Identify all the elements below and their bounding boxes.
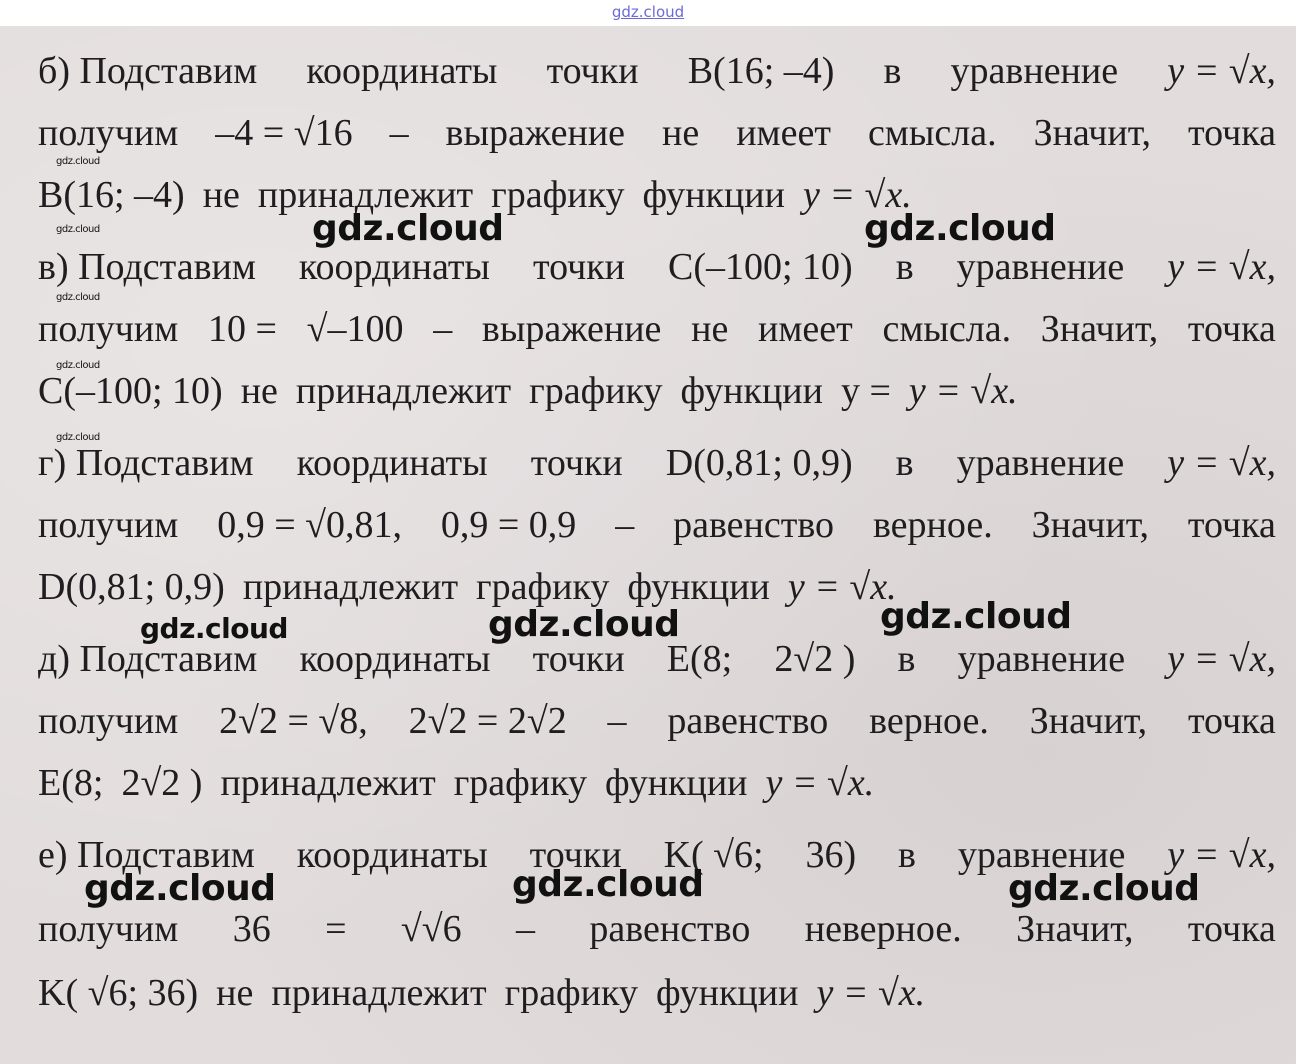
word: точка — [1187, 908, 1276, 950]
word: уравнение — [956, 442, 1125, 484]
word: в — [897, 638, 916, 680]
word: точки — [530, 442, 623, 484]
word: координаты — [296, 442, 488, 484]
word: уравнение — [950, 50, 1119, 92]
word: в — [897, 834, 916, 876]
text-line-b1 — [38, 44, 1276, 98]
math-expression: C(–100; 10) — [668, 246, 853, 288]
math-expression: C(–100; 10) — [38, 370, 223, 412]
word: получим — [38, 504, 179, 546]
word: в — [883, 50, 902, 92]
word: уравнение — [956, 246, 1125, 288]
word: не — [216, 972, 254, 1014]
text-line-b3 — [38, 168, 1276, 222]
word: точка — [1187, 700, 1276, 742]
word: верное. — [869, 700, 989, 742]
math-expression: y = √x, — [1167, 834, 1276, 876]
word: графику — [476, 566, 610, 608]
math-expression: y = √x. — [816, 972, 926, 1014]
word: функции — [605, 762, 748, 804]
math-expression: 36) — [805, 834, 857, 876]
math-expression: 10 = — [208, 308, 277, 350]
math-expression: E(8; — [38, 762, 104, 804]
word: – — [433, 308, 453, 350]
text-line-e2 — [38, 902, 1276, 956]
word: получим — [38, 908, 179, 950]
word: смысла. — [882, 308, 1012, 350]
word: не — [202, 174, 240, 216]
math-expression: 0,9 = 0,9 — [440, 504, 577, 546]
math-expression: K( √6; — [663, 834, 764, 876]
math-expression: 2√2 = 2√2 — [408, 700, 567, 742]
word: имеет — [758, 308, 853, 350]
math-expression: y = √x, — [1167, 246, 1276, 288]
math-expression: y = √x. — [787, 566, 897, 608]
math-expression: y = √x, — [1167, 442, 1276, 484]
word: точка — [1187, 308, 1276, 350]
word: у = — [840, 370, 891, 412]
word: графику — [453, 762, 588, 804]
word: выражение — [481, 308, 662, 350]
watermark-large: gdz.cloud — [1008, 868, 1200, 909]
math-expression: √√6 — [400, 908, 462, 950]
textbook-page — [0, 26, 1296, 1064]
watermark-small: gdz.cloud — [56, 432, 100, 443]
word: в — [895, 246, 914, 288]
word: в) Подставим — [38, 246, 256, 288]
word: имеет — [736, 112, 831, 154]
word: е) Подставим — [38, 834, 255, 876]
word: точки — [532, 638, 625, 680]
math-expression: K( √6; 36) — [38, 972, 199, 1014]
word: графику — [491, 174, 625, 216]
word: уравнение — [957, 834, 1126, 876]
word: точка — [1187, 112, 1276, 154]
watermark-large: gdz.cloud — [880, 596, 1072, 637]
watermark-large: gdz.cloud — [84, 868, 276, 909]
word: верное. — [872, 504, 993, 546]
watermark-large: gdz.cloud — [864, 208, 1056, 249]
word: принадлежит — [257, 174, 474, 216]
watermark-large: gdz.cloud — [512, 864, 704, 905]
word: функции — [680, 370, 823, 412]
watermark-small: gdz.cloud — [56, 224, 100, 235]
math-expression: B(16; –4) — [38, 174, 185, 216]
math-expression: –4 = √16 — [215, 112, 353, 154]
word: координаты — [306, 50, 498, 92]
math-expression: √–100 — [306, 308, 404, 350]
watermark-small: gdz.cloud — [56, 360, 100, 371]
text-line-v3 — [38, 364, 1276, 418]
word: функции — [627, 566, 770, 608]
text-line-g2 — [38, 498, 1276, 552]
word: координаты — [296, 834, 488, 876]
word: принадлежит — [220, 762, 436, 804]
word: – — [607, 700, 627, 742]
word: точки — [546, 50, 639, 92]
word: смысла. — [867, 112, 997, 154]
word: не — [662, 112, 700, 154]
math-expression: 2√2 = √8, — [219, 700, 368, 742]
math-expression: y = √x, — [1167, 638, 1276, 680]
word: координаты — [299, 638, 491, 680]
math-expression: E(8; — [666, 638, 733, 680]
word: точки — [532, 246, 625, 288]
word: функции — [655, 972, 799, 1014]
word: – — [516, 908, 536, 950]
word: б) Подставим — [38, 50, 258, 92]
watermark-small: gdz.cloud — [56, 292, 100, 303]
word: – — [615, 504, 635, 546]
watermark-large: gdz.cloud — [140, 612, 288, 645]
word: принадлежит — [271, 972, 487, 1014]
word: координаты — [298, 246, 490, 288]
math-expression: 36 — [232, 908, 271, 950]
math-expression: y = √x. — [908, 370, 1018, 412]
word: точки — [529, 834, 622, 876]
word: не — [240, 370, 278, 412]
word: в — [895, 442, 914, 484]
text-line-e3 — [38, 966, 1276, 1020]
word: Значит, — [1016, 908, 1134, 950]
math-expression: 2√2 ) — [121, 762, 203, 804]
math-expression: y = √x. — [802, 174, 912, 216]
text-line-v1 — [38, 240, 1276, 294]
word: – — [389, 112, 409, 154]
word: точка — [1187, 504, 1276, 546]
word: г) Подставим — [38, 442, 254, 484]
word: получим — [38, 112, 179, 154]
word: получим — [38, 308, 179, 350]
text-line-g1 — [38, 436, 1276, 490]
word: принадлежит — [242, 566, 459, 608]
math-expression: D(0,81; 0,9) — [38, 566, 225, 608]
word: Значит, — [1033, 112, 1151, 154]
word: Значит, — [1031, 504, 1150, 546]
word: принадлежит — [295, 370, 512, 412]
word: графику — [529, 370, 663, 412]
watermark-large: gdz.cloud — [488, 604, 680, 645]
text-line-b2 — [38, 106, 1276, 160]
math-expression: = — [325, 908, 347, 950]
word: Значит, — [1029, 700, 1148, 742]
word: равенство — [673, 504, 835, 546]
text-line-v2 — [38, 302, 1276, 356]
word: Значит, — [1040, 308, 1159, 350]
word: равенство — [667, 700, 829, 742]
math-expression: y = √x. — [765, 762, 875, 804]
text-line-d3 — [38, 756, 1276, 810]
word: выражение — [445, 112, 626, 154]
word: неверное. — [804, 908, 962, 950]
math-expression: 2√2 ) — [774, 638, 856, 680]
math-expression: B(16; –4) — [687, 50, 835, 92]
text-line-d2 — [38, 694, 1276, 748]
word: равенство — [589, 908, 751, 950]
word: уравнение — [957, 638, 1126, 680]
word: получим — [38, 700, 179, 742]
math-expression: 0,9 = √0,81, — [217, 504, 402, 546]
word: д) Подставим — [38, 638, 258, 680]
word: функции — [642, 174, 785, 216]
watermark-small: gdz.cloud — [56, 156, 100, 167]
word: не — [691, 308, 729, 350]
word: графику — [504, 972, 638, 1014]
watermark-large: gdz.cloud — [312, 208, 504, 249]
site-watermark-top[interactable]: gdz.cloud — [611, 3, 685, 21]
math-expression: y = √x, — [1167, 50, 1276, 92]
math-expression: D(0,81; 0,9) — [665, 442, 853, 484]
